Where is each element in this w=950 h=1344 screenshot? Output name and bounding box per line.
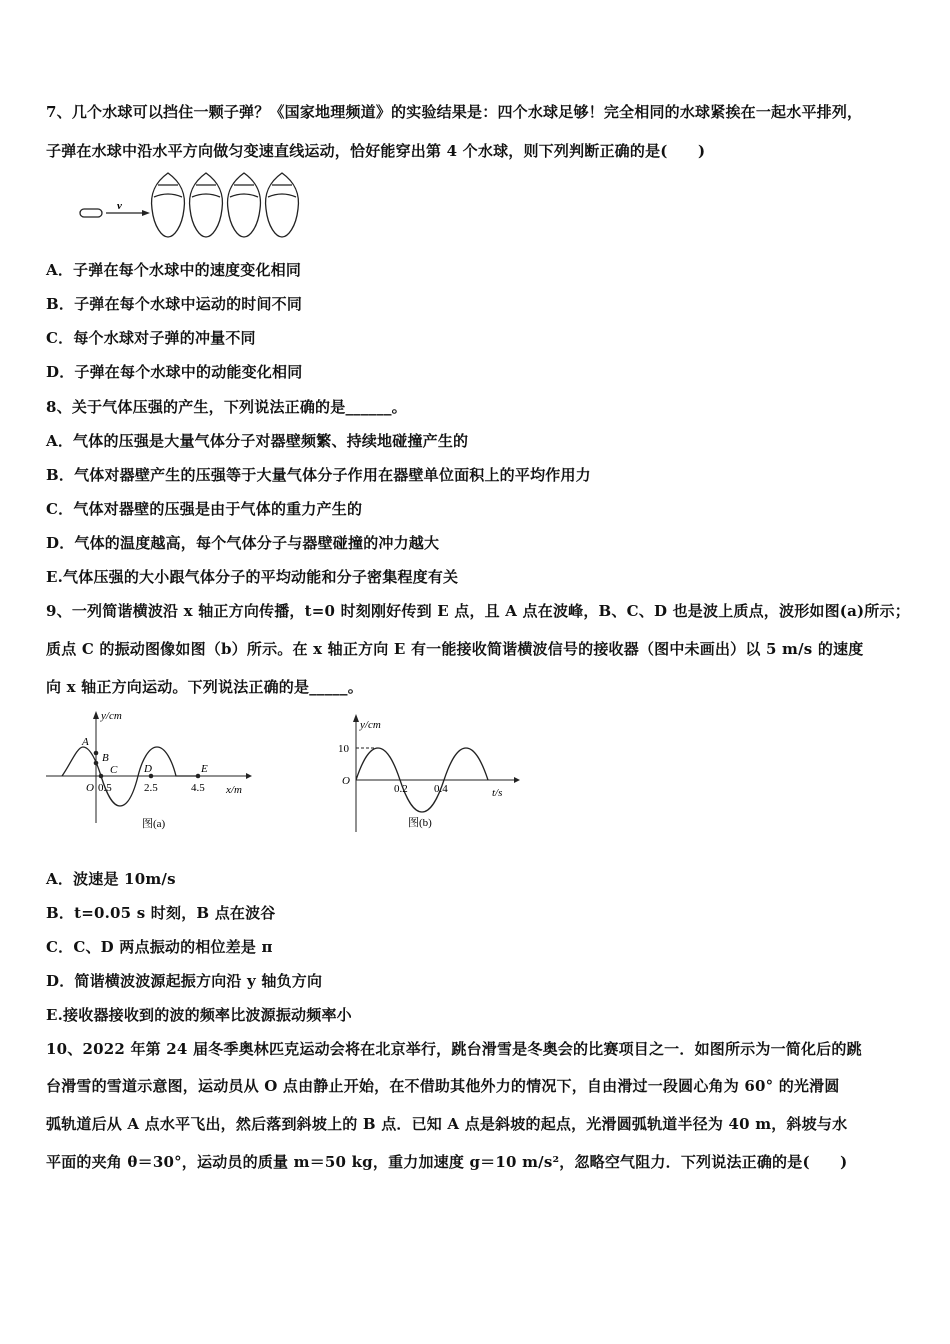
xlabel-b: t/s [492, 787, 503, 799]
q7-stem-line2: 子弹在水球中沿水平方向做匀变速直线运动，恰好能穿出第 4 个水球，则下列判断正确的是( ) [46, 142, 706, 160]
tick-a-1: 2.5 [144, 782, 158, 794]
tick-b-1: 0.4 [434, 783, 448, 795]
q9-stem-line3: 向 x 轴正方向运动。下列说法正确的是_____。 [46, 678, 363, 696]
q7-option-c: C．每个水球对子弹的冲量不同 [46, 329, 256, 347]
balloon [152, 173, 185, 237]
q8-option-d: D．气体的温度越高，每个气体分子与器壁碰撞的冲力越大 [46, 534, 440, 552]
q9-option-d: D．简谐横波波源起振方向沿 y 轴负方向 [46, 972, 323, 990]
caption-b: 图(b) [408, 817, 432, 829]
wave-figure-a [46, 705, 256, 835]
q10-stem-line1: 10、2022 年第 24 届冬季奥林匹克运动会将在北京举行，跳台滑雪是冬奥会的比赛项目之一．如图所示为一简化后的跳 [46, 1040, 862, 1058]
q9-option-b: B．t=0.05 s 时刻，B 点在波谷 [46, 904, 276, 922]
velocity-label: v [117, 200, 122, 212]
q8-option-e: E.气体压强的大小跟气体分子的平均动能和分子密集程度有关 [46, 568, 459, 586]
point-label-b: B [102, 752, 109, 764]
tick-b-0: 0.2 [394, 783, 408, 795]
vibration-figure-b [334, 712, 534, 837]
origin-a: O [86, 782, 94, 794]
point-label-a: A [82, 736, 89, 748]
balloon [190, 173, 223, 237]
q8-option-b: B．气体对器壁产生的压强等于大量气体分子作用在器壁单位面积上的平均作用力 [46, 466, 591, 484]
q7-stem-line1: 7、几个水球可以挡住一颗子弹？《国家地理频道》的实验结果是：四个水球足够！完全相同的水球紧挨在一起水平排列， [46, 103, 863, 121]
point-label-c: C [110, 764, 118, 776]
ylabel-b: y/cm [360, 719, 381, 731]
q10-stem-line3: 弧轨道后从 A 点水平飞出，然后落到斜坡上的 B 点．已知 A 点是斜坡的起点，光滑圆弧轨道半径为 40 m，斜坡与水 [46, 1115, 848, 1133]
q7-option-a: A．子弹在每个水球中的速度变化相同 [46, 261, 302, 279]
point-label-d: D [144, 763, 152, 775]
q9-option-e: E.接收器接收到的波的频率比波源振动频率小 [46, 1006, 352, 1024]
xlabel-a: x/m [226, 784, 242, 796]
q7-option-b: B．子弹在每个水球中运动的时间不同 [46, 295, 303, 313]
q10-stem-line4: 平面的夹角 θ＝30°，运动员的质量 m＝50 kg，重力加速度 g＝10 m/s²，忽略空气阻力．下列说法正确的是( ) [46, 1153, 848, 1171]
tick-a-0: 0.5 [98, 782, 112, 794]
water-balloons-figure [70, 165, 330, 243]
bullet [80, 209, 102, 217]
q8-stem: 8、关于气体压强的产生，下列说法正确的是______。 [46, 398, 407, 416]
q9-option-a: A．波速是 10m/s [46, 870, 176, 888]
q10-stem-line2: 台滑雪的雪道示意图，运动员从 O 点由静止开始，在不借助其他外力的情况下，自由滑过一段圆心角为 60° 的光滑圆 [46, 1077, 840, 1095]
q9-stem-line2: 质点 C 的振动图像如图（b）所示。在 x 轴正方向 E 有一能接收简谐横波信号的接收器（图中未画出）以 5 m/s 的速度 [46, 640, 864, 658]
q9-stem-line1: 9、一列简谐横波沿 x 轴正方向传播，t=0 时刻刚好传到 E 点，且 A 点在波峰，B、C、D 也是波上质点，波形如图(a)所示； [46, 602, 910, 620]
q8-option-a: A．气体的压强是大量气体分子对器壁频繁、持续地碰撞产生的 [46, 432, 469, 450]
q9-option-c: C．C、D 两点振动的相位差是 π [46, 938, 273, 956]
q7-option-d: D．子弹在每个水球中的动能变化相同 [46, 363, 303, 381]
amp-b: 10 [338, 743, 349, 755]
balloon [228, 173, 261, 237]
point-label-e: E [201, 763, 208, 775]
origin-b: O [342, 775, 350, 787]
q8-option-c: C．气体对器壁的压强是由于气体的重力产生的 [46, 500, 363, 518]
balloon [266, 173, 299, 237]
tick-a-2: 4.5 [191, 782, 205, 794]
ylabel-a: y/cm [101, 710, 122, 722]
caption-a: 图(a) [142, 818, 166, 830]
